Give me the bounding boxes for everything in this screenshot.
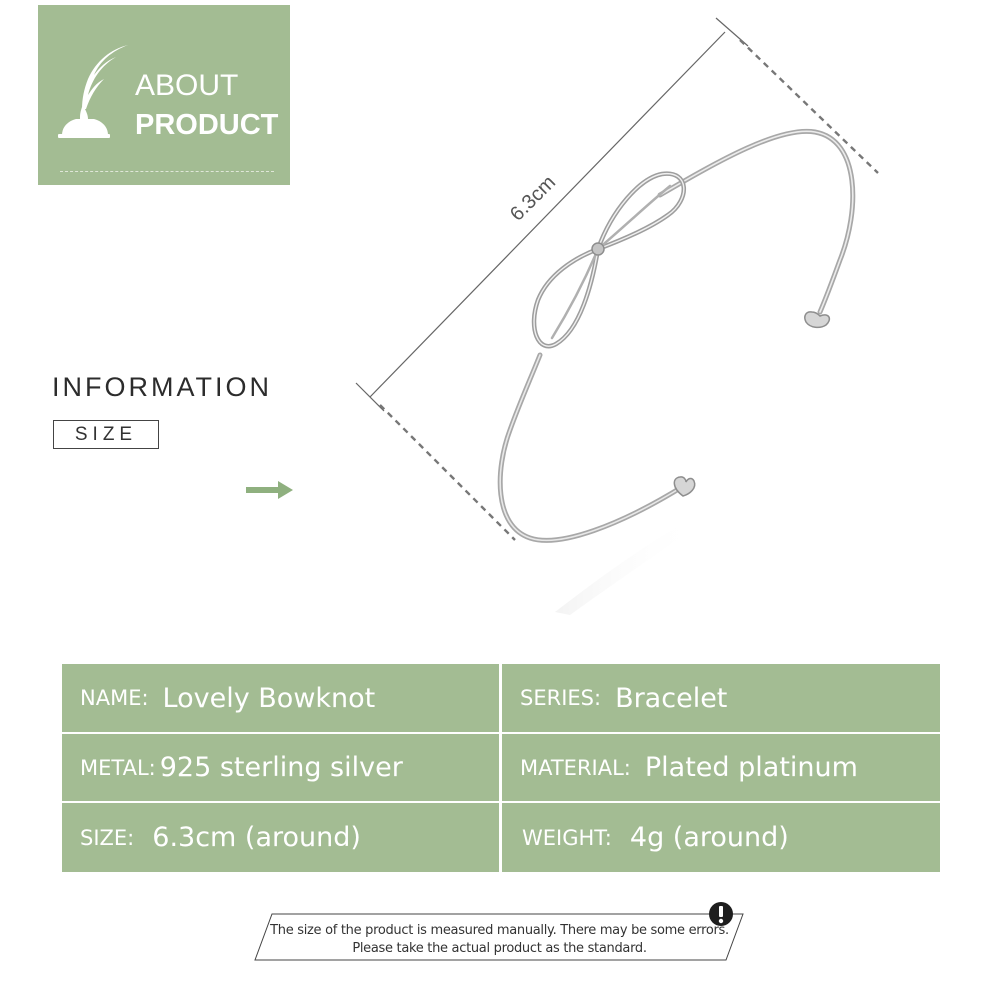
spec-label: MATERIAL:: [520, 755, 631, 780]
spec-label: SERIES:: [520, 686, 602, 710]
spec-label: METAL:: [80, 755, 156, 780]
note-text: [252, 922, 747, 958]
feather-inkwell-icon: [56, 43, 134, 141]
spec-label: SIZE:: [80, 825, 135, 850]
spec-cell-material: [502, 734, 940, 801]
note-line1: The size of the product is measured manually. There may be some errors.: [270, 923, 729, 938]
size-tag: SIZE: [53, 420, 159, 449]
about-title-line2: PRODUCT: [135, 109, 279, 141]
bow-knot-center: [592, 243, 604, 255]
heart-end-top: [805, 312, 830, 328]
spec-value: Plated platinum: [644, 752, 858, 783]
spec-label: WEIGHT:: [522, 825, 612, 850]
spec-value: Bracelet: [615, 682, 728, 714]
product-image: [340, 0, 940, 630]
measurement-note: [252, 905, 747, 965]
note-line2: Please take the actual product as the standard.: [352, 941, 647, 956]
spec-cell-name: [62, 664, 499, 732]
spec-value: Lovely Bowknot: [162, 682, 376, 714]
arrow-right-icon: [246, 480, 294, 500]
reflection: [555, 525, 700, 615]
about-title-line1: ABOUT: [135, 69, 239, 102]
dimension-label: 6.3cm: [505, 171, 561, 226]
divider: [60, 171, 274, 172]
spec-table: [62, 664, 940, 872]
spec-cell-weight: [502, 803, 940, 872]
heart-end-bottom: [674, 477, 694, 496]
spec-value: 6.3cm (around): [152, 822, 361, 853]
dashed-guide-lines: [380, 40, 878, 540]
information-heading: INFORMATION: [52, 372, 272, 402]
spec-value: 925 sterling silver: [159, 752, 403, 783]
about-product-banner: [38, 5, 290, 185]
spec-label: NAME:: [80, 686, 149, 710]
spec-value: 4g (around): [629, 822, 789, 853]
spec-cell-metal: [62, 734, 499, 801]
spec-cell-series: [502, 664, 940, 732]
spec-cell-size: [62, 803, 499, 872]
dimension-line: [356, 18, 748, 411]
